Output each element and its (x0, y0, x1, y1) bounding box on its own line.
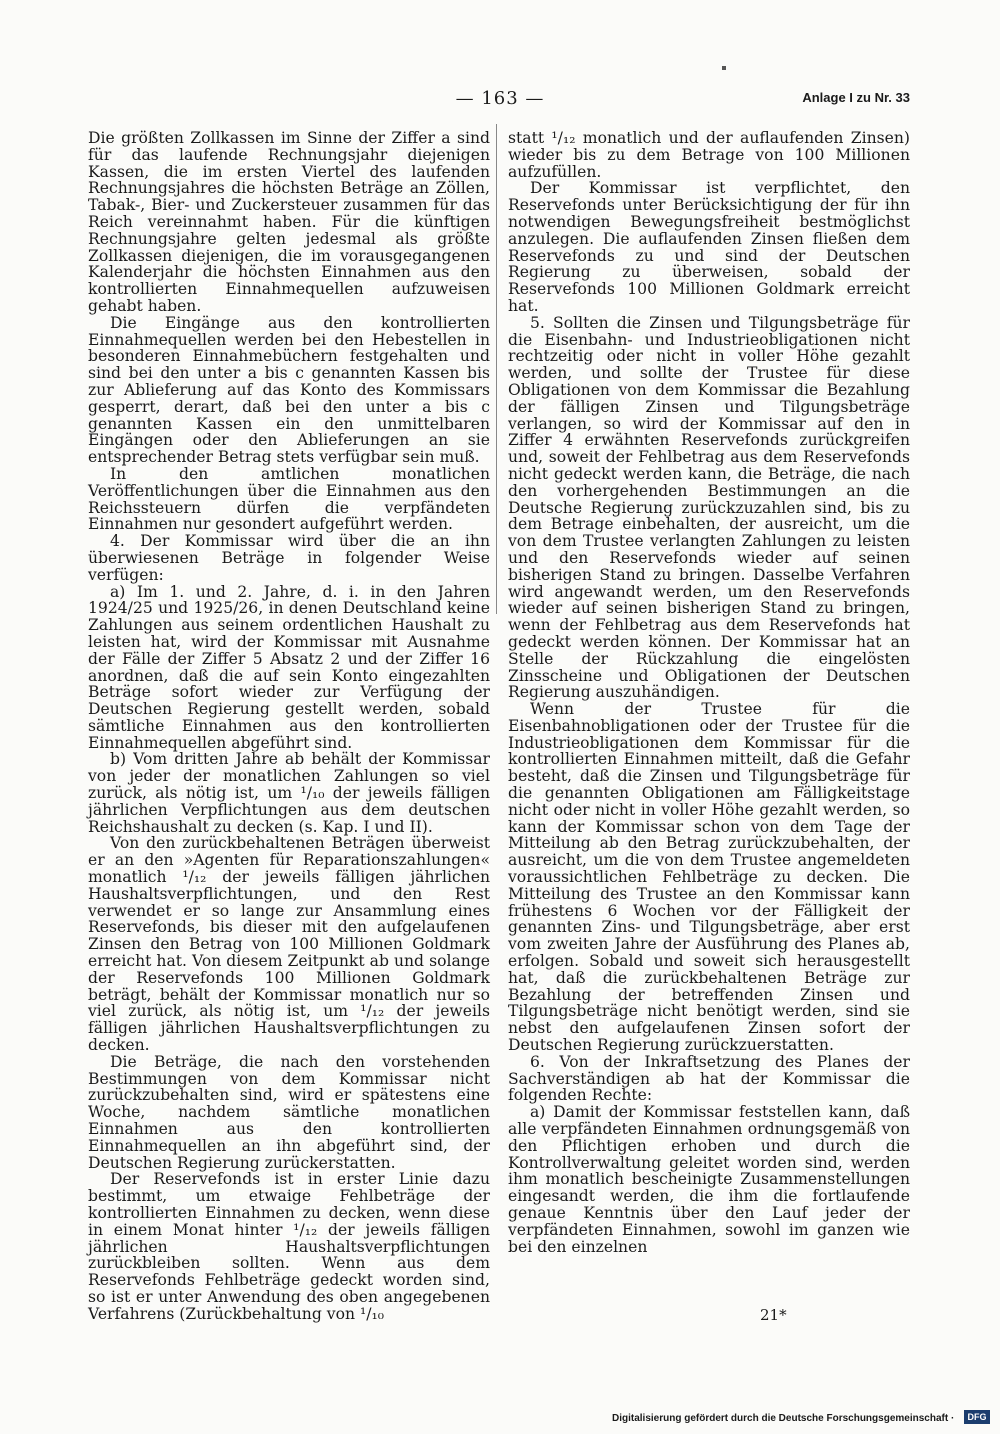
left-column (88, 130, 490, 1323)
paragraph: a) Im 1. und 2. Jahre, d. i. in den Jahren 1924/25 und 1925/26, in denen Deutschland keine Zahlungen aus seinem ordentlichen Haushalt zu leisten hat, wird der Kommissar mit Ausnahme der Fälle der Ziffer 5 Absatz 2 und der Ziffer 16 anordnen, daß die auf sein Konto eingezahlten Beträge sofort wieder zur Verfügung der Deutschen Regierung gestellt werden, sobald sämtliche Einnahmen aus den kontrollierten Einnahmequellen abgeführt sind. (88, 582, 490, 752)
paragraph: Von den zurückbehaltenen Beträgen überweist er an den »Agenten für Reparationszahlungen« monatlich ¹/₁₂ der jeweils fälligen jährlichen Haushaltsverpflichtungen, und den Rest verwendet er so lange zur Ansammlung eines Reservefonds, bis dieser mit den aufgelaufenen Zinsen den Betrag von 100 Millionen Goldmark erreicht hat. Von diesem Zeitpunkt ab und solange der Reservefonds 100 Millionen Goldmark beträgt, behält der Kommissar monatlich nur so viel zurück, als nötig ist, um ¹/₁₂ der jeweils fälligen jährlichen Haushaltsverpflichtungen zu decken. (88, 834, 490, 1055)
digitization-credit: Digitalisierung gefördert durch die Deutsche Forschungsgemeinschaft · (612, 1413, 955, 1424)
scan-speck (722, 66, 726, 70)
paragraph: b) Vom dritten Jahre ab behält der Kommissar von jeder der monatlichen Zahlungen so viel zurück, als nötig ist, um ¹/₁₀ der jeweils fälligen jährlichen Verpflichtungen aus dem deutschen Reichshaushalt zu decken (s. Kap. I und II). (88, 750, 490, 836)
paragraph: statt ¹/₁₂ monatlich und der auflaufenden Zinsen) wieder bis zu dem Betrage von 100 Millionen aufzufüllen. (508, 129, 910, 181)
page-header (0, 88, 1000, 112)
paragraph: Der Kommissar ist verpflichtet, den Reservefonds unter Berücksichtigung der für ihn notwendigen Bewegungsfreiheit bestmöglichst anzulegen. Die auflaufenden Zinsen fließen dem Reservefonds zu und sind der Deutschen Regierung zu überweisen, sobald der Reservefonds 100 Millionen Goldmark erreicht hat. (508, 179, 910, 315)
dfg-logo: DFG (964, 1410, 990, 1424)
paragraph: Der Reservefonds ist in erster Linie dazu bestimmt, um etwaige Fehlbeträge der kontrollierten Einnahmen zu decken, wenn diese in einem Monat hinter ¹/₁₂ der jeweils fälligen jährlichen Haushaltsverpflichtungen zurückbleiben sollten. Wenn aus dem Reservefonds Fehlbeträge gedeckt worden sind, so ist er unter Anwendung des oben angegebenen Verfahrens (Zurückbehaltung von ¹/₁₀ (88, 1170, 490, 1323)
paragraph: In den amtlichen monatlichen Veröffentlichungen über die Einnahmen aus den Reichssteuern dürfen die verpfändeten Einnahmen nur gesondert aufgeführt werden. (88, 464, 490, 534)
signature-mark: 21* (760, 1306, 787, 1324)
column-divider (496, 124, 497, 614)
paragraph: Die Beträge, die nach den vorstehenden Bestimmungen von dem Kommissar nicht zurückzubehalten sind, wird er spätestens eine Woche, nachdem sämtliche monatlichen Einnahmen aus den kontrollierten Einnahmequellen an ihn abgeführt sind, der Deutschen Regierung zurückerstatten. (88, 1052, 490, 1172)
page-number: — 163 — (455, 88, 545, 109)
right-column (508, 130, 910, 1255)
paragraph: 6. Von der Inkraftsetzung des Planes der Sachverständigen ab hat der Kommissar die folgenden Rechte: (508, 1052, 910, 1105)
paragraph: 5. Sollten die Zinsen und Tilgungsbeträge für die Eisenbahn- und Industrieobligationen nicht rechtzeitig oder nicht in voller Höhe gezahlt werden, und sollte der Trustee für diese Obligationen von dem Kommissar die Bezahlung der fälligen Zinsen und Tilgungsbeträge verlangen, so wird der Kommissar auf den in Ziffer 4 erwähnten Reservefonds zurückgreifen und, soweit der Fehlbetrag aus dem Reservefonds nicht gedeckt werden kann, die Beträge, die nach den vorhergehenden Bestimmungen an die Deutsche Regierung zurückzuzahlen sind, bis zu dem Betrage einbehalten, der ausreicht, um die von dem Trustee verlangten Zahlungen zu leisten und den Reservefonds wieder auf seinen bisherigen Stand zu bringen. Dasselbe Verfahren wird angewandt werden, um den Reservefonds wieder auf seinen bisherigen Stand zu bringen, wenn der Fehlbetrag aus dem Reservefonds hat gedeckt werden können. Der Kommissar hat an Stelle der Rückzahlung die eingelösten Zinsscheine und Obligationen der Deutschen Regierung auszuhändigen. (508, 313, 910, 702)
paragraph: 4. Der Kommissar wird über die an ihn überwiesenen Beträge in folgender Weise verfügen: (88, 532, 490, 584)
annex-label: Anlage I zu Nr. 33 (802, 90, 910, 105)
paragraph: Die Eingänge aus den kontrollierten Einnahmequellen werden bei den Hebestellen in besonderen Einnahmebüchern festgehalten und sind bei den unter a bis c genannten Kassen bis zur Ablieferung auf das Konto des Kommissars gesperrt, derart, daß bei den unter a bis c genannten Kassen ein den unmittelbaren Eingängen oder den Ablieferungen an sie entsprechender Betrag stets verfügbar sein muß. (88, 313, 490, 467)
paragraph: a) Damit der Kommissar feststellen kann, daß alle verpfändeten Einnahmen ordnungsgemäß von den Pflichtigen erhoben und durch die Kontrollverwaltung geleitet worden sind, werden ihm monatlich bescheinigte Zusammenstellungen eingesandt werden, die ihm die fortlaufende genaue Kenntnis über den Lauf jeder der verpfändeten Einnahmen, sowohl im ganzen wie bei den einzelnen (508, 1103, 910, 1256)
paragraph: Die größten Zollkassen im Sinne der Ziffer a sind für das laufende Rechnungsjahr diejenigen Kassen, die im ersten Viertel des laufenden Rechnungsjahres die höchsten Beträge an Zöllen, Tabak-, Bier- und Zuckersteuer zusammen für das Reich vereinnahmt haben. Für die künftigen Rechnungsjahre gelten jedesmal als größte Zollkassen diejenigen, die im vorausgegangenen Kalenderjahr die höchsten Einnahmen aus den kontrollierten Einnahmequellen aufzuweisen gehabt haben. (88, 129, 490, 315)
paragraph: Wenn der Trustee für die Eisenbahnobligationen oder der Trustee für die Industrieobligationen dem Kommissar für die kontrollierten Einnahmen mitteilt, daß die Gefahr besteht, daß die Zinsen und Tilgungsbeträge für die genannten Obligationen am Fälligkeitstage nicht oder nicht in voller Höhe gezahlt werden, so kann der Kommissar schon von dem Tage der Mitteilung ab den Betrag zurückzubehalten, der ausreicht, um die von dem Trustee angemeldeten voraussichtlichen Fehlbeträge zu decken. Die Mitteilung des Trustee an den Kommissar kann frühestens 6 Wochen vor der Fälligkeit der genannten Zins- und Tilgungsbeträge, aber erst vom zweiten Jahre der Ausführung des Planes ab, erfolgen. Sobald und soweit sich herausgestellt hat, daß die zurückbehaltenen Beträge zur Bezahlung der betreffenden Zinsen und Tilgungsbeträge nicht benötigt werden, sind sie nebst den aufgelaufenen Zinsen sofort der Deutschen Regierung zurückzuerstatten. (508, 700, 910, 1055)
